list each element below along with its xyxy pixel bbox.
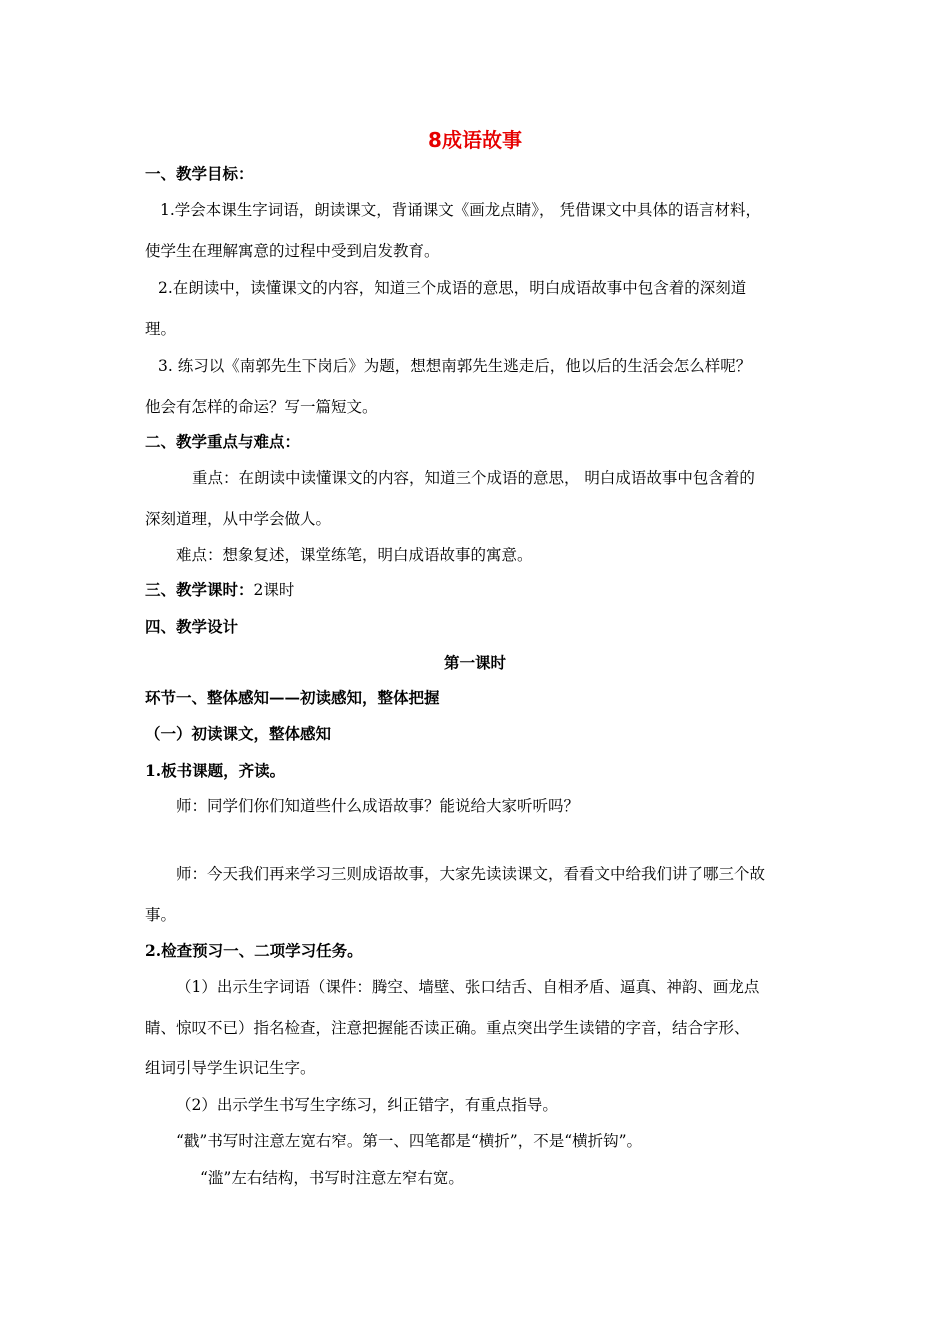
paragraph-line: 师：同学们你们知道些什么成语故事？能说给大家听听吗？ bbox=[176, 797, 580, 815]
paragraph-line: （1）出示生字词语（课件：腾空、墙壁、张口结舌、自相矛盾、逼真、神韵、画龙点 bbox=[176, 978, 760, 996]
document-title: 8成语故事 bbox=[428, 128, 522, 152]
paragraph-line: 难点：想象复述，课堂练笔，明白成语故事的寓意。 bbox=[176, 546, 533, 564]
paragraph-line: 使学生在理解寓意的过程中受到启发教育。 bbox=[145, 242, 440, 260]
section-heading-goals: 一、教学目标： bbox=[145, 164, 254, 183]
paragraph-line: 理。 bbox=[145, 320, 177, 338]
section-heading-design: 四、教学设计 bbox=[145, 617, 239, 636]
paragraph-line: 他会有怎样的命运？写一篇短文。 bbox=[145, 398, 378, 416]
paragraph-line: 1.学会本课生字词语，朗读课文，背诵课文《画龙点睛》， 凭借课文中具体的语言材料， bbox=[160, 201, 761, 219]
paragraph-line: 睛、惊叹不已）指名检查，注意把握能否读正确。重点突出学生读错的字音，结合字形、 bbox=[145, 1019, 750, 1037]
sub-heading: （一）初读课文，整体感知 bbox=[145, 724, 332, 743]
paragraph-line: “滥”左右结构，书写时注意左窄右宽。 bbox=[200, 1169, 464, 1187]
section-heading-key-points: 二、教学重点与难点： bbox=[145, 432, 301, 451]
paragraph-line: 深刻道理，从中学会做人。 bbox=[145, 510, 332, 528]
hours-value: 2课时 bbox=[253, 581, 295, 599]
hours-label: 三、教学课时： bbox=[145, 580, 254, 599]
lesson-heading: 第一课时 bbox=[443, 653, 506, 672]
paragraph-line: 3. 练习以《南郭先生下岗后》为题，想想南郭先生逃走后，他以后的生活会怎么样呢？ bbox=[158, 357, 752, 375]
paragraph-line: 事。 bbox=[145, 906, 177, 924]
item-heading: 1.板书课题，齐读。 bbox=[145, 761, 286, 780]
paragraph-line: 2.在朗读中，读懂课文的内容，知道三个成语的意思，明白成语故事中包含着的深刻道 bbox=[158, 279, 747, 297]
paragraph-line: “戳”书写时注意左宽右窄。第一、四笔都是“横折”，不是“横折钩”。 bbox=[176, 1132, 643, 1150]
paragraph-line: （2）出示学生书写生字练习，纠正错字，有重点指导。 bbox=[176, 1096, 558, 1114]
paragraph-line: 组词引导学生识记生字。 bbox=[145, 1059, 316, 1077]
paragraph-line: 师：今天我们再来学习三则成语故事，大家先读读课文，看看文中给我们讲了哪三个故 bbox=[176, 865, 766, 883]
paragraph-line: 重点：在朗读中读懂课文的内容，知道三个成语的意思， 明白成语故事中包含着的 bbox=[192, 469, 755, 487]
item-heading: 2.检查预习一、二项学习任务。 bbox=[145, 941, 363, 960]
step-heading: 环节一、整体感知——初读感知，整体把握 bbox=[145, 688, 440, 707]
section-heading-hours bbox=[145, 580, 294, 600]
